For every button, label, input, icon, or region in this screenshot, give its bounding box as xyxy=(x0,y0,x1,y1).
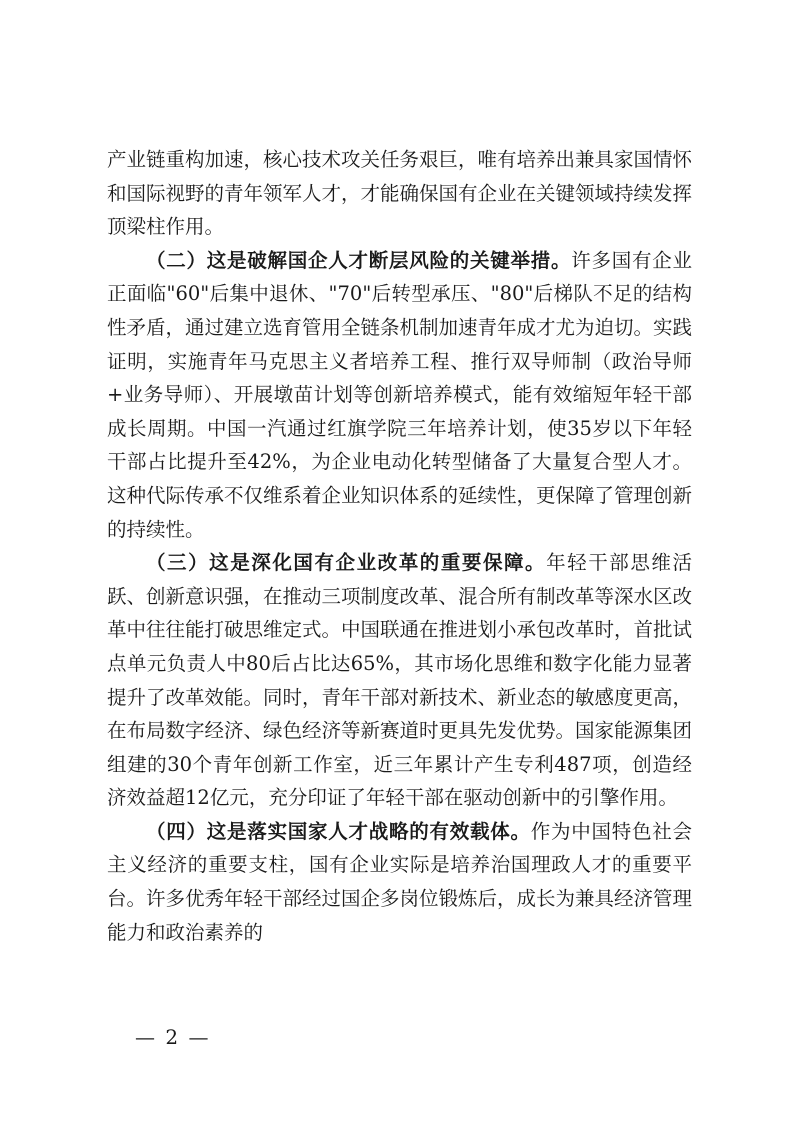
body-text xyxy=(107,143,692,949)
paragraph-text: 年轻干部思维活跃、创新意识强，在推动三项制度改革、混合所有制改革等深水区改革中往往能打破思维定式。中国联通在推进划小承包改革时，首批试点单元负责人中80后占比达65%，其市场化思维和数字化能力显著提升了改革效能。同时，青年干部对新技术、新业态的敏感度更高，在布局数字经济、绿色经济等新赛道时更具先发优势。国家能源集团组建的30个青年创新工作室，近三年累计产生专利487项，创造经济效益超12亿元，充分印证了年轻干部在驱动创新中的引擎作用。 xyxy=(107,551,693,810)
paragraph-text: 作为中国特色社会主义经济的重要支柱，国有企业实际是培养治国理政人才的重要平台。许多优秀年轻干部经过国企多岗位锻炼后，成长为兼具经济管理能力和政治素养的 xyxy=(107,819,693,944)
paragraph-section-4 xyxy=(107,815,692,949)
paragraph-text: 产业链重构加速，核心技术攻关任务艰巨，唯有培养出兼具家国情怀和国际视野的青年领军人才，才能确保国有企业在关键领域持续发挥顶梁柱作用。 xyxy=(107,148,693,239)
paragraph-section-3 xyxy=(107,546,692,815)
paragraph-section-2 xyxy=(107,244,692,546)
section-heading: （二）这是破解国企人才断层风险的关键举措。 xyxy=(146,248,572,272)
section-heading: （三）这是深化国有企业改革的重要保障。 xyxy=(146,551,547,575)
section-heading: （四）这是落实国家人才战略的有效载体。 xyxy=(146,819,531,843)
page-number: — 2 — xyxy=(135,1025,211,1049)
paragraph-continuation xyxy=(107,143,692,244)
paragraph-text: 许多国有企业正面临"60"后集中退休、"70"后转型承压、"80"后梯队不足的结构性矛盾，通过建立选育管用全链条机制加速青年成才尤为迫切。实践证明，实施青年马克思主义者培养工程、推行双导师制（政治导师+业务导师）、开展墩苗计划等创新培养模式，能有效缩短年轻干部成长周期。中国一汽通过红旗学院三年培养计划，使35岁以下年轻干部占比提升至42%，为企业电动化转型储备了大量复合型人才。这种代际传承不仅维系着企业知识体系的延续性，更保障了管理创新的持续性。 xyxy=(107,248,693,541)
